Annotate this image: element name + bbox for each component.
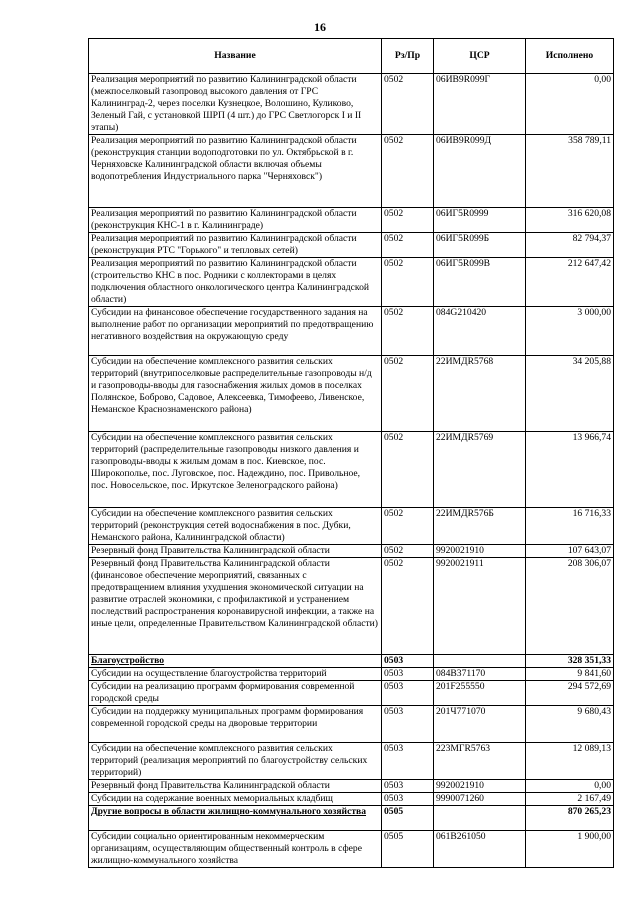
row-rzpr-cell: 0503 (382, 793, 434, 806)
row-csr-cell: 22ИМДR576Б (434, 508, 526, 545)
row-rzpr-cell: 0502 (382, 558, 434, 655)
row-name-cell: Субсидии на обеспечение комплексного развития сельских территорий (реализация мероприятий по благоустройству сельских территорий) (89, 743, 382, 780)
row-name-cell: Благоустройство (89, 655, 382, 668)
row-csr-cell: 201Ч771070 (434, 706, 526, 743)
header-done: Исполнено (526, 39, 614, 74)
row-csr-cell: 9920021910 (434, 545, 526, 558)
row-done-cell: 328 351,33 (526, 655, 614, 668)
row-name-cell: Реализация мероприятий по развитию Калининградской области (межпоселковый газопровод высокого давления от ГРС Калининград-2, через поселки Кузнецкое, Волошино, Куликово, Зеленый Гай, с установкой ШРП (4 шт.) до ГРС Светлогорск I и II этапы) (89, 74, 382, 135)
row-csr-cell: 223MГR5763 (434, 743, 526, 780)
row-rzpr-cell: 0503 (382, 706, 434, 743)
table-row (89, 356, 614, 432)
row-done-cell: 82 794,37 (526, 233, 614, 258)
table-row (89, 258, 614, 307)
row-done-cell: 1 900,00 (526, 831, 614, 868)
row-done-cell: 294 572,69 (526, 681, 614, 706)
header-rzpr: Рз/Пр (382, 39, 434, 74)
table-row (89, 706, 614, 743)
header-csr: ЦСР (434, 39, 526, 74)
table-row (89, 806, 614, 831)
row-rzpr-cell: 0503 (382, 655, 434, 668)
row-rzpr-cell: 0503 (382, 668, 434, 681)
row-rzpr-cell: 0505 (382, 831, 434, 868)
table-row (89, 655, 614, 668)
row-done-cell: 212 647,42 (526, 258, 614, 307)
table-row (89, 558, 614, 655)
table-row (89, 780, 614, 793)
row-done-cell: 2 167,49 (526, 793, 614, 806)
row-rzpr-cell: 0502 (382, 135, 434, 208)
row-csr-cell: 06ИГ5R099В (434, 258, 526, 307)
row-rzpr-cell: 0502 (382, 233, 434, 258)
row-csr-cell: 06ИВ9R099Г (434, 74, 526, 135)
row-name-cell: Реализация мероприятий по развитию Калининградской области (строительство КНС в пос. Родники с коллекторами в целях подключения областного онкологического центра Калининградской области) (89, 258, 382, 307)
page-number: 16 (314, 20, 326, 34)
row-done-cell: 0,00 (526, 780, 614, 793)
row-name-cell: Реализация мероприятий по развитию Калининградской области (реконструкция станции водоподготовки по ул. Октябрьской в г. Черняховске Калининградской области включая объемы водопотребления Индустриального парка "Черняховск") (89, 135, 382, 208)
row-done-cell: 16 716,33 (526, 508, 614, 545)
row-rzpr-cell: 0503 (382, 681, 434, 706)
table-row (89, 831, 614, 868)
row-rzpr-cell: 0503 (382, 780, 434, 793)
table-row (89, 135, 614, 208)
row-rzpr-cell: 0502 (382, 208, 434, 233)
row-rzpr-cell: 0502 (382, 307, 434, 356)
row-name-cell: Субсидии на финансовое обеспечение государственного задания на выполнение работ по организации мероприятий по предотвращению негативного воздействия на окружающую среду (89, 307, 382, 356)
row-csr-cell: 9920021910 (434, 780, 526, 793)
row-name-cell: Другие вопросы в области жилищно-коммунального хозяйства (89, 806, 382, 831)
row-name-cell: Субсидии на поддержку муниципальных программ формирования современной городской среды на дворовые территории (89, 706, 382, 743)
row-name-cell: Субсидии на содержание военных мемориальных кладбищ (89, 793, 382, 806)
row-name-cell: Субсидии социально ориентированным некоммерческим организациям, осуществляющим общественный контроль в сфере жилищно-коммунального хозяйства (89, 831, 382, 868)
row-rzpr-cell: 0503 (382, 743, 434, 780)
row-csr-cell: 22ИМДR5768 (434, 356, 526, 432)
table-row (89, 545, 614, 558)
row-rzpr-cell: 0502 (382, 356, 434, 432)
table-row (89, 74, 614, 135)
row-done-cell: 316 620,08 (526, 208, 614, 233)
row-csr-cell (434, 806, 526, 831)
row-rzpr-cell: 0502 (382, 432, 434, 508)
row-csr-cell: 201F255550 (434, 681, 526, 706)
row-csr-cell: 084B371170 (434, 668, 526, 681)
table-row (89, 743, 614, 780)
row-name-cell: Субсидии на реализацию программ формирования современной городской среды (89, 681, 382, 706)
row-csr-cell: 06ИВ9R099Д (434, 135, 526, 208)
row-rzpr-cell: 0502 (382, 545, 434, 558)
row-rzpr-cell: 0502 (382, 74, 434, 135)
row-name-cell: Субсидии на обеспечение комплексного развития сельских территорий (внутрипоселковые распределительные газопроводы н/д и газопроводы-вводы для газоснабжения жилых домов в поселках Полянское, Боброво, Садовое, Алексеевка, Тимофеево, Ливенское, Неманское Краснознаменского района) (89, 356, 382, 432)
row-csr-cell (434, 655, 526, 668)
table-header-row (89, 39, 614, 74)
row-name-cell: Резервный фонд Правительства Калининградской области (89, 780, 382, 793)
row-csr-cell: 22ИМДR5769 (434, 432, 526, 508)
row-name-cell: Субсидии на обеспечение комплексного развития сельских территорий (распределительные газопроводы низкого давления и газопроводы-вводы к жилым домам в пос. Киевское, пос. Широкополье, пос. Луговское, пос. Надеждино, пос. Привольное, пос. Новосельское, пос. Иркутское Зеленоградского района) (89, 432, 382, 508)
budget-table (88, 38, 614, 868)
row-csr-cell: 084G210420 (434, 307, 526, 356)
row-done-cell: 9 841,60 (526, 668, 614, 681)
row-done-cell: 9 680,43 (526, 706, 614, 743)
header-name: Название (89, 39, 382, 74)
row-rzpr-cell: 0502 (382, 258, 434, 307)
row-csr-cell: 9990071260 (434, 793, 526, 806)
row-name-cell: Резервный фонд Правительства Калининградской области (финансовое обеспечение мероприятий, связанных с предотвращением влияния ухудшения экономической ситуации на развитие отраслей экономики, с профилактикой и устранением последствий распространения коронавирусной инфекции, а также на иные цели, определенные Правительством Калининградской области) (89, 558, 382, 655)
row-done-cell: 13 966,74 (526, 432, 614, 508)
row-done-cell: 358 789,11 (526, 135, 614, 208)
row-csr-cell: 06ИГ5R0999 (434, 208, 526, 233)
row-name-cell: Субсидии на обеспечение комплексного развития сельских территорий (реконструкция сетей водоснабжения в пос. Дубки, Неманского района, Калининградской области) (89, 508, 382, 545)
row-rzpr-cell: 0505 (382, 806, 434, 831)
table-row (89, 668, 614, 681)
row-done-cell: 34 205,88 (526, 356, 614, 432)
row-name-cell: Субсидии на осуществление благоустройства территорий (89, 668, 382, 681)
row-done-cell: 208 306,07 (526, 558, 614, 655)
row-done-cell: 107 643,07 (526, 545, 614, 558)
row-csr-cell: 9920021911 (434, 558, 526, 655)
table-row (89, 793, 614, 806)
row-csr-cell: 061B261050 (434, 831, 526, 868)
row-name-cell: Реализация мероприятий по развитию Калининградской области (реконструкция РТС "Горького" и тепловых сетей) (89, 233, 382, 258)
row-rzpr-cell: 0502 (382, 508, 434, 545)
table-row (89, 432, 614, 508)
row-name-cell: Реализация мероприятий по развитию Калининградской области (реконструкция КНС-1 в г. Калининграде) (89, 208, 382, 233)
row-done-cell: 0,00 (526, 74, 614, 135)
table-row (89, 208, 614, 233)
row-name-cell: Резервный фонд Правительства Калининградской области (89, 545, 382, 558)
table-row (89, 233, 614, 258)
row-done-cell: 870 265,23 (526, 806, 614, 831)
table-row (89, 508, 614, 545)
table-row (89, 681, 614, 706)
row-done-cell: 12 089,13 (526, 743, 614, 780)
table-row (89, 307, 614, 356)
row-done-cell: 3 000,00 (526, 307, 614, 356)
row-csr-cell: 06ИГ5R099Б (434, 233, 526, 258)
